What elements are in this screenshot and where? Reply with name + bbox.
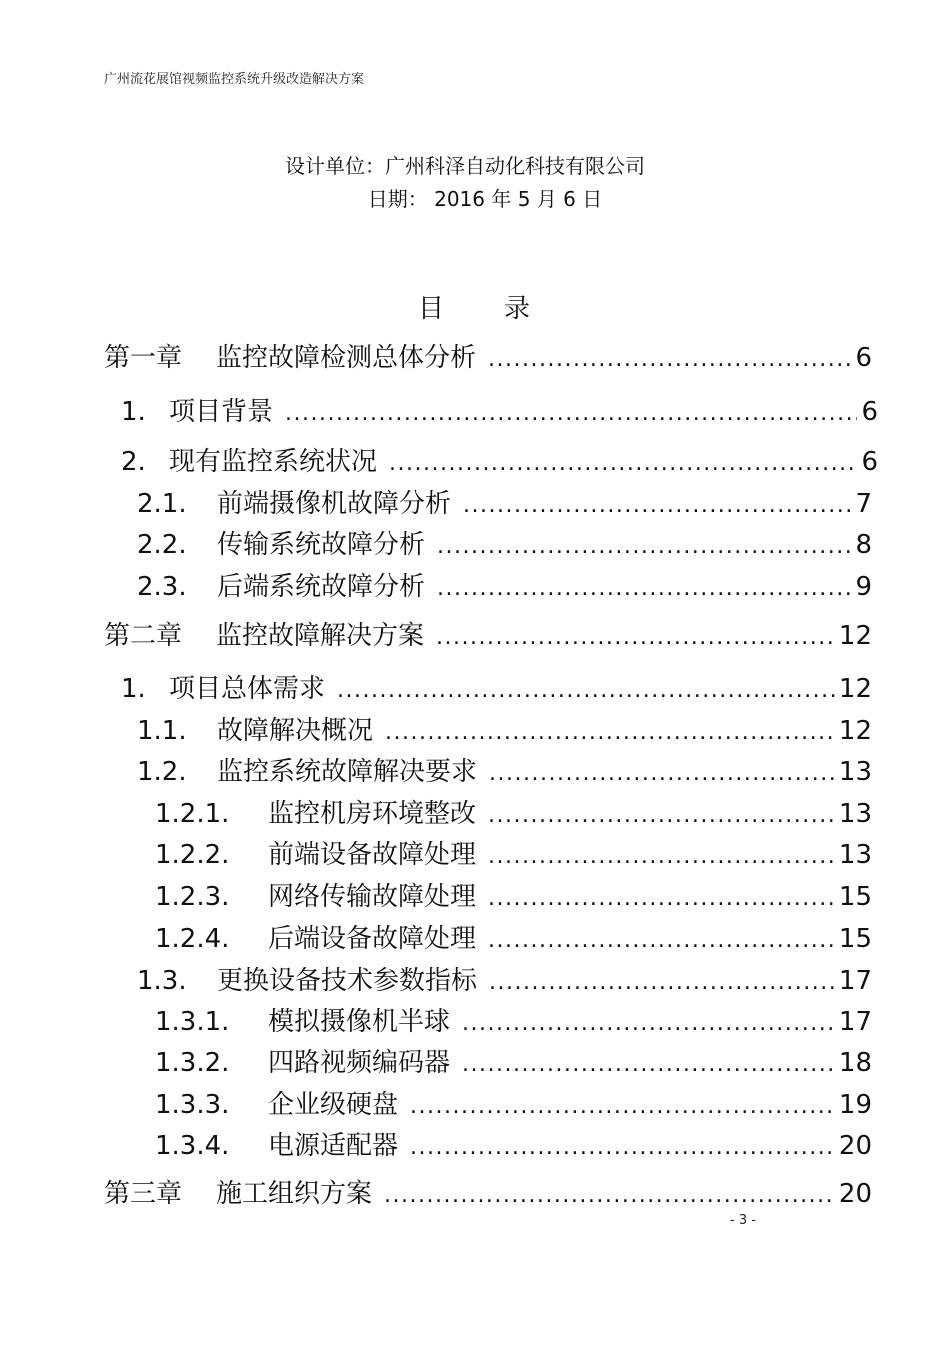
toc-entry-number: 1.2.1. (155, 799, 230, 829)
toc-entry-label: 现有监控系统状况 (169, 447, 378, 477)
toc-entry[interactable] (121, 391, 878, 428)
toc-entry[interactable] (137, 483, 872, 520)
toc-entry-number: 1. (121, 674, 146, 704)
toc-entry-number: 第二章 (104, 621, 183, 651)
toc-entry-page: 13 (838, 799, 872, 829)
toc-entry-label: 故障解决概况 (217, 716, 374, 746)
toc-entry[interactable] (104, 337, 872, 374)
toc-entry[interactable] (155, 834, 872, 871)
toc-entry-label: 网络传输故障处理 (268, 882, 477, 912)
toc-leader-dots (385, 720, 835, 745)
toc-leader-dots (337, 678, 835, 703)
toc-entry-number: 第三章 (104, 1179, 183, 1209)
toc-entry[interactable] (104, 615, 872, 652)
toc-entry-page: 13 (838, 840, 872, 870)
toc-leader-dots (489, 970, 835, 995)
toc-leader-dots (488, 844, 835, 869)
toc-entry-label: 项目背景 (169, 397, 274, 427)
toc-entry-label: 施工组织方案 (216, 1179, 373, 1209)
toc-entry-number: 1.1. (137, 716, 187, 746)
toc-title-left: 目 (417, 294, 446, 324)
toc-entry-label: 企业级硬盘 (268, 1090, 399, 1120)
toc-entry-number: 2.2. (137, 530, 187, 560)
toc-leader-dots (489, 761, 835, 786)
toc-entry[interactable] (137, 751, 872, 788)
toc-entry-label: 模拟摄像机半球 (268, 1007, 451, 1037)
toc-leader-dots (410, 1094, 835, 1119)
toc-entry-number: 1.2. (137, 757, 187, 787)
toc-leader-dots (488, 928, 835, 953)
toc-entry[interactable] (155, 918, 872, 955)
toc-entry[interactable] (137, 710, 872, 747)
toc-entry-page: 7 (855, 489, 872, 519)
toc-leader-dots (462, 1052, 835, 1077)
page-number: - 3 - (730, 1213, 756, 1228)
toc-entry[interactable] (121, 668, 872, 705)
toc-entry-number: 第一章 (104, 343, 183, 373)
toc-entry[interactable] (137, 524, 872, 561)
toc-leader-dots (384, 1183, 835, 1208)
toc-leader-dots (437, 534, 851, 559)
toc-entry-number: 1.3.1. (155, 1007, 230, 1037)
toc-leader-dots (488, 347, 851, 372)
toc-entry-page: 6 (861, 447, 878, 477)
toc-entry-label: 监控机房环境整改 (268, 799, 477, 829)
toc-entry[interactable] (155, 793, 872, 830)
toc-entry-label: 监控系统故障解决要求 (217, 757, 478, 787)
toc-leader-dots (437, 576, 851, 601)
toc-entry[interactable] (137, 566, 872, 603)
toc-entry-label: 电源适配器 (268, 1131, 399, 1161)
toc-entry-page: 18 (838, 1048, 872, 1078)
toc-entry-number: 1.3. (137, 966, 187, 996)
toc-leader-dots (462, 1011, 835, 1036)
toc-entry-number: 1.3.3. (155, 1090, 230, 1120)
toc-entry-page: 15 (838, 924, 872, 954)
designer-line: 设计单位：广州科泽自动化科技有限公司 (285, 154, 645, 178)
toc-entry-page: 6 (855, 343, 872, 373)
toc-entry-page: 12 (838, 674, 872, 704)
toc-leader-dots (436, 625, 835, 650)
toc-entry-number: 1.3.2. (155, 1048, 230, 1078)
toc-entry-number: 2. (121, 447, 146, 477)
toc-leader-dots (488, 803, 835, 828)
toc-entry-page: 6 (861, 397, 878, 427)
toc-entry[interactable] (104, 1173, 872, 1210)
toc-entry[interactable] (155, 1042, 872, 1079)
toc-entry-label: 前端设备故障处理 (268, 840, 477, 870)
toc-entry-page: 12 (838, 716, 872, 746)
toc-entry[interactable] (155, 1125, 872, 1162)
toc-entry-label: 监控故障检测总体分析 (216, 343, 477, 373)
toc-entry[interactable] (155, 1001, 872, 1038)
toc-entry-page: 12 (838, 621, 872, 651)
toc-entry-page: 20 (838, 1131, 872, 1161)
toc-entry-page: 9 (855, 572, 872, 602)
toc-title (0, 288, 950, 325)
toc-entry-label: 监控故障解决方案 (216, 621, 425, 651)
toc-entry-number: 1.2.2. (155, 840, 230, 870)
toc-title-right: 录 (504, 294, 533, 324)
toc-entry-number: 2.1. (137, 489, 187, 519)
toc-entry-page: 17 (838, 1007, 872, 1037)
toc-entry-label: 项目总体需求 (169, 674, 326, 704)
toc-leader-dots (488, 886, 835, 911)
toc-entry[interactable] (137, 960, 872, 997)
toc-leader-dots (389, 451, 857, 476)
toc-entry-page: 15 (838, 882, 872, 912)
toc-entry-page: 8 (855, 530, 872, 560)
toc-entry-label: 四路视频编码器 (268, 1048, 451, 1078)
toc-entry-label: 前端摄像机故障分析 (217, 489, 452, 519)
toc-entry-label: 更换设备技术参数指标 (217, 966, 478, 996)
toc-entry-number: 1.3.4. (155, 1131, 230, 1161)
toc-entry-label: 后端设备故障处理 (268, 924, 477, 954)
date-line: 日期： 2016 年 5 月 6 日 (367, 187, 603, 211)
toc-entry-number: 1. (121, 397, 146, 427)
toc-entry-page: 17 (838, 966, 872, 996)
toc-entry[interactable] (155, 876, 872, 913)
toc-entry-number: 2.3. (137, 572, 187, 602)
toc-entry[interactable] (155, 1084, 872, 1121)
toc-leader-dots (285, 401, 857, 426)
toc-entry-number: 1.2.4. (155, 924, 230, 954)
running-header: 广州流花展馆视频监控系统升级改造解决方案 (104, 72, 365, 87)
toc-leader-dots (410, 1135, 835, 1160)
toc-entry-label: 传输系统故障分析 (217, 530, 426, 560)
toc-entry-number: 1.2.3. (155, 882, 230, 912)
toc-entry-label: 后端系统故障分析 (217, 572, 426, 602)
toc-entry-page: 13 (838, 757, 872, 787)
toc-entry-page: 20 (838, 1179, 872, 1209)
toc-leader-dots (463, 493, 851, 518)
toc-entry[interactable] (121, 441, 878, 478)
toc-entry-page: 19 (838, 1090, 872, 1120)
